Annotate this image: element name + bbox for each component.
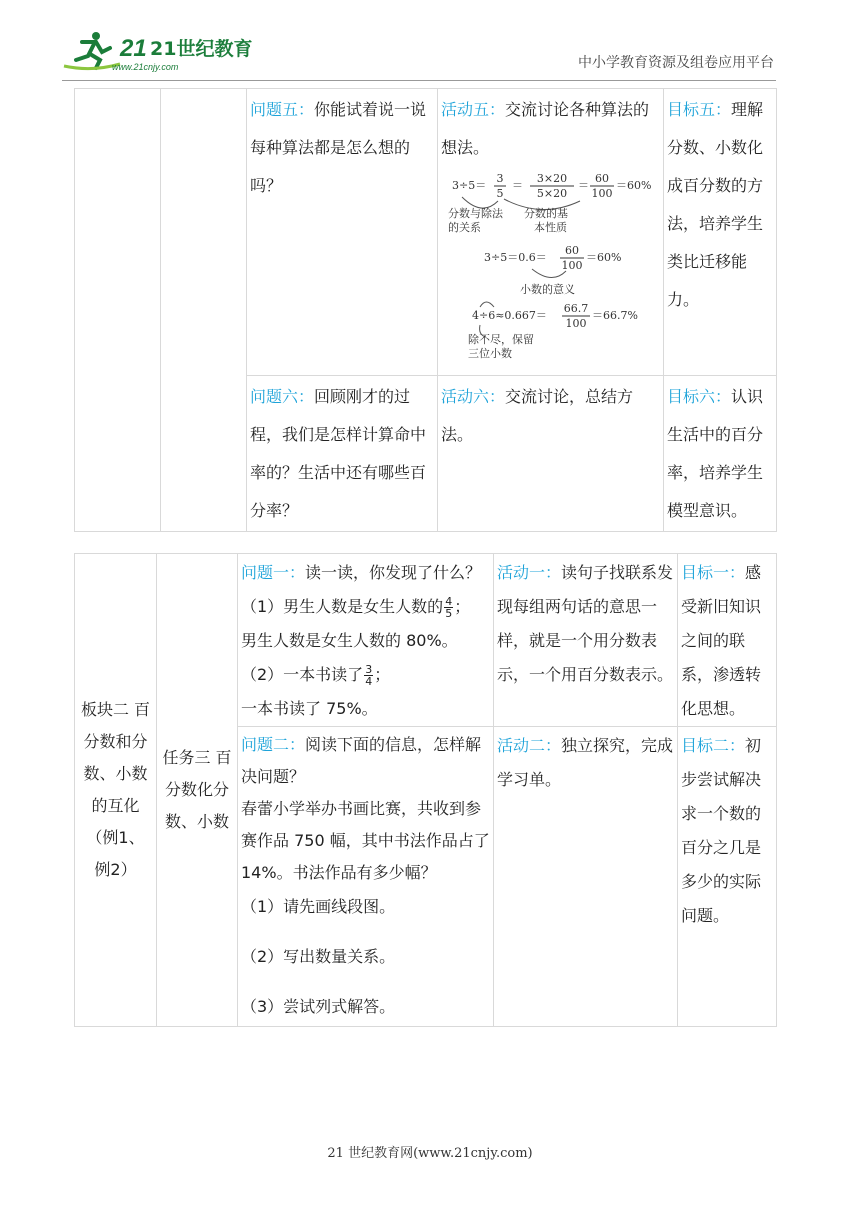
goal-text: 初步尝试解决求一个数的百分之几是多少的实际问题。 <box>681 736 762 925</box>
activity-one-cell <box>494 554 678 727</box>
activity-text: 交流讨论，总结方法。 <box>441 387 634 444</box>
goal-one-cell <box>678 554 777 727</box>
example-one-percent: 男生人数是女生人数的 80%。 <box>241 631 458 650</box>
task-three-title: 任务三 百分数化分数、小数 <box>162 748 232 831</box>
block-two-cell <box>75 554 157 1027</box>
header-divider <box>62 80 776 81</box>
question-text: 阅读下面的信息，怎样解决问题？ <box>241 735 482 786</box>
activity-label: 活动一： <box>497 563 562 582</box>
question-text: 你能试着说一说每种算法都是怎么想的吗？ <box>250 100 427 195</box>
diagram-line1-start: 3÷5＝ <box>452 179 487 192</box>
activity-label: 活动六： <box>441 387 506 406</box>
step-three: （3）尝试列式解答。 <box>241 997 396 1016</box>
activity-two-cell <box>494 727 678 1027</box>
svg-text:＝60%: ＝60% <box>616 179 652 192</box>
conversion-diagram <box>442 167 662 362</box>
goal-text: 理解分数、小数化成百分数的方法，培养学生类比迁移能力。 <box>667 100 764 309</box>
activity-five-cell <box>438 89 664 376</box>
problem-text: 春蕾小学举办书画比赛，共收到参赛作品 750 幅，其中书法作品占了 14%。书法作品有多少幅？ <box>241 799 490 882</box>
svg-text:分数与除法: 分数与除法 <box>448 207 503 220</box>
svg-text:＝66.7%: ＝66.7% <box>592 309 638 322</box>
activity-label: 活动五： <box>441 100 506 119</box>
activity-six-cell <box>438 376 664 532</box>
svg-text:小数的意义: 小数的意义 <box>520 283 575 296</box>
goal-two-cell <box>678 727 777 1027</box>
svg-text:＝60%: ＝60% <box>586 251 622 264</box>
svg-text:66.7: 66.7 <box>563 302 589 315</box>
svg-text:3: 3 <box>496 172 504 185</box>
task-three-cell <box>157 554 238 1027</box>
block-cell-empty <box>75 89 161 532</box>
svg-text:分数的基: 分数的基 <box>524 207 568 220</box>
question-label: 问题一： <box>241 563 306 582</box>
goal-five-cell <box>664 89 777 376</box>
svg-text:除不尽，保留: 除不尽，保留 <box>468 333 534 346</box>
example-two: （2）一本书读了 $\frac{3}{4}$ ； <box>241 663 391 688</box>
svg-text:4÷6≈0.667＝: 4÷6≈0.667＝ <box>472 309 547 322</box>
lesson-table-block-two <box>74 553 777 1027</box>
svg-text:100: 100 <box>565 317 587 330</box>
svg-text:三位小数: 三位小数 <box>468 347 512 360</box>
question-one-cell <box>238 554 494 727</box>
activity-label: 活动二： <box>497 736 562 755</box>
svg-text:本性质: 本性质 <box>534 221 567 234</box>
block-two-title: 板块二 百分数和分数、小数的互化（例1、例2） <box>80 700 151 879</box>
question-text: 回顾刚才的过程，我们是怎样计算命中率的？生活中还有哪些百分率？ <box>250 387 427 520</box>
question-label: 问题二： <box>241 735 306 754</box>
question-six-cell <box>247 376 438 532</box>
page-footer: 21 世纪教育网(www.21cnjy.com) <box>327 1146 533 1161</box>
svg-text:＝: ＝ <box>578 179 589 192</box>
goal-text: 认识生活中的百分率，培养学生模型意识。 <box>667 387 764 520</box>
goal-label: 目标六： <box>667 387 732 406</box>
svg-text:60: 60 <box>595 172 609 185</box>
page-header <box>0 0 860 80</box>
step-two: （2）写出数量关系。 <box>241 947 396 966</box>
example-two-percent: 一本书读了 75%。 <box>241 699 378 718</box>
svg-text:的关系: 的关系 <box>448 221 481 234</box>
svg-text:60: 60 <box>565 244 579 257</box>
step-one: （1）请先画线段图。 <box>241 897 396 916</box>
task-cell-empty <box>161 89 247 532</box>
platform-name: 中小学教育资源及组卷应用平台 <box>578 55 774 71</box>
activity-text: 交流讨论各种算法的想法。 <box>441 100 650 157</box>
svg-text:www.21cnjy.com: www.21cnjy.com <box>112 62 179 72</box>
site-logo <box>62 28 253 74</box>
example-one: （1）男生人数是女生人数的 $\frac{4}{5}$ ； <box>241 595 471 620</box>
svg-text:3÷5＝0.6＝: 3÷5＝0.6＝ <box>484 251 547 264</box>
svg-text:＝: ＝ <box>512 179 523 192</box>
question-five-cell <box>247 89 438 376</box>
question-label: 问题五： <box>250 100 315 119</box>
lesson-table-continued <box>74 88 777 532</box>
svg-text:5×20: 5×20 <box>536 187 568 200</box>
svg-text:21: 21 <box>120 35 147 62</box>
svg-text:100: 100 <box>591 187 613 200</box>
svg-text:3×20: 3×20 <box>536 172 568 185</box>
question-text: 读一读，你发现了什么？ <box>305 563 482 582</box>
question-label: 问题六： <box>250 387 315 406</box>
svg-text:100: 100 <box>561 259 583 272</box>
goal-label: 目标一： <box>681 563 746 582</box>
goal-text: 感受新旧知识之间的联系，渗透转化思想。 <box>681 563 762 718</box>
question-two-cell <box>238 727 494 1027</box>
goal-label: 目标二： <box>681 736 746 755</box>
activity-text: 独立探究，完成学习单。 <box>497 736 674 789</box>
svg-text:5: 5 <box>496 187 504 200</box>
goal-label: 目标五： <box>667 100 732 119</box>
activity-text: 读句子找联系发现每组两句话的意思一样，就是一个用分数表示，一个用百分数表示。 <box>497 563 674 684</box>
svg-text:21世纪教育: 21世纪教育 <box>150 38 253 60</box>
goal-six-cell <box>664 376 777 532</box>
